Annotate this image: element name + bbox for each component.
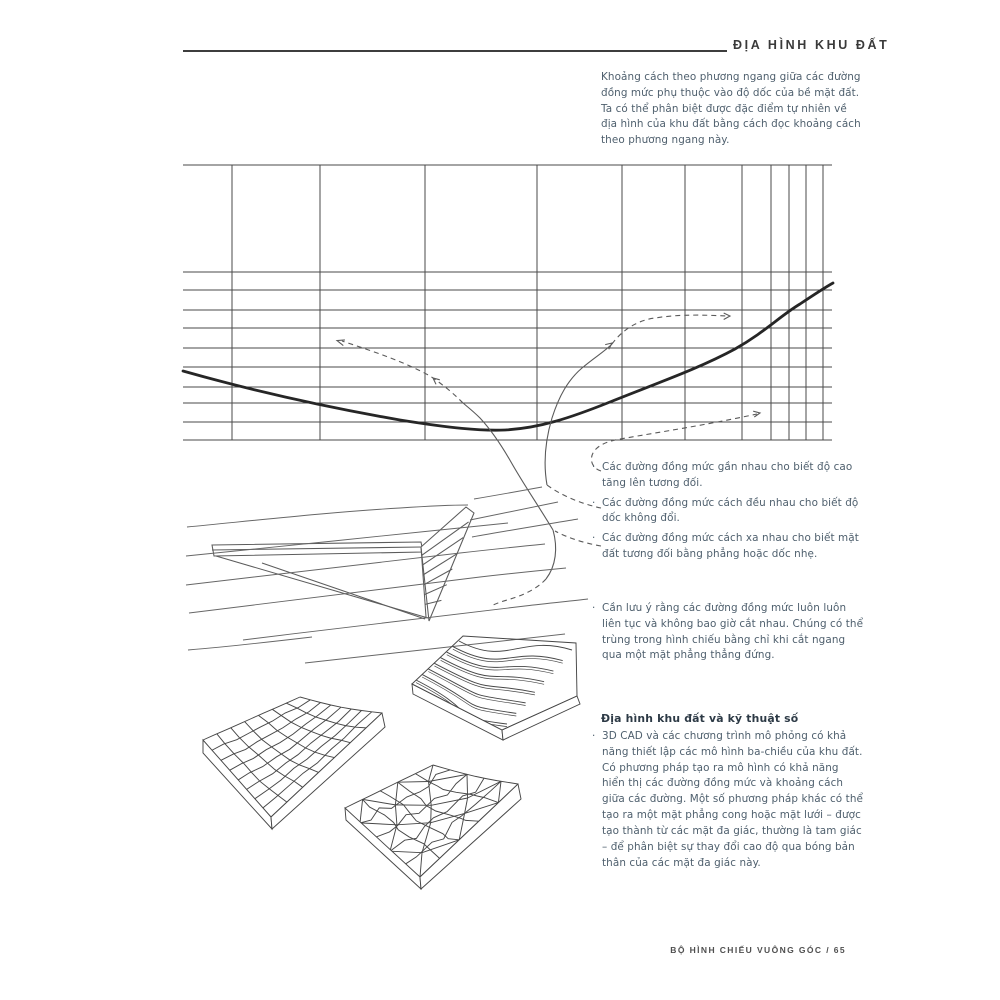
list-item xyxy=(592,601,864,664)
continuity-note xyxy=(592,601,864,668)
leader-flat-contours-tip xyxy=(342,341,463,403)
intro-paragraph: Khoảng cách theo phương ngang giữa các đường đồng mức phụ thuộc vào độ dốc của bề mặt đất. Ta có thể phân biệt được đặc điểm tự nhiên về địa hình của khu đất bằng cách đọc khoảng cách theo phương ngang này. xyxy=(601,71,861,147)
list-item xyxy=(592,496,864,528)
note-continuity: Cần lưu ý rằng các đường đồng mức luôn luôn liên tục và không bao giờ cắt nhau. Chúng có thể trùng trong hình chiếu bằng chỉ khi cắt ngang qua một mặt phẳng thẳng đứng. xyxy=(602,602,864,662)
leader-sketch-tail-solid xyxy=(546,530,556,579)
note-even-contours: Các đường đồng mức cách đều nhau cho biết độ dốc không đổi. xyxy=(602,496,859,525)
contour-grid-diagram xyxy=(183,165,832,440)
leader-sketch-tail-dash xyxy=(491,579,546,606)
list-item xyxy=(592,729,864,871)
model-tin-side xyxy=(345,808,421,889)
note-3d-cad: 3D CAD và các chương trình mô phỏng có khả năng thiết lập các mô hình ba-chiều của khu đất. Có phương pháp tạo ra mô hình có khả năng hiển thị các đường đồng mức và khoảng cách giữa các đường. Một số phương pháp khác có thể tạo ra một mặt phẳng cong hoặc mặt lưới – được tạo thành từ các mặt đa giác, thường là tam giác – để phân biệt sự thay đổi cao độ qua bóng bản thân của các mặt đa giác này. xyxy=(602,730,863,869)
section-heading: Địa hình khu đất và kỹ thuật số xyxy=(601,712,799,725)
list-item xyxy=(592,460,864,492)
arrowhead xyxy=(337,340,345,346)
digital-terrain-models xyxy=(203,636,580,889)
page-footer: BỘ HÌNH CHIẾU VUÔNG GÓC / 65 xyxy=(670,945,846,955)
page-title: ĐỊA HÌNH KHU ĐẤT xyxy=(733,38,890,52)
section-plane-sketch xyxy=(186,487,588,663)
list-item xyxy=(592,531,864,563)
model-stepped-side xyxy=(502,696,580,740)
note-flat-contours: Các đường đồng mức cách xa nhau cho biết mặt đất tương đối bằng phẳng hoặc dốc nhẹ. xyxy=(602,532,859,561)
bullet-marker: · xyxy=(592,532,596,545)
leader-even-contours-tip xyxy=(612,315,727,344)
arrowhead xyxy=(433,378,440,384)
model-tin-side xyxy=(420,784,521,889)
bullet-marker: · xyxy=(592,730,596,742)
terrain-profile-curve xyxy=(183,283,833,430)
contour-notes-list xyxy=(592,460,864,567)
digital-section-list xyxy=(592,729,864,875)
wedge-diagonal xyxy=(262,563,425,619)
bullet-marker: · xyxy=(592,496,596,509)
bullet-marker: · xyxy=(592,602,596,614)
bullet-marker: · xyxy=(592,461,596,473)
freehand-contours xyxy=(186,487,588,663)
note-close-contours: Các đường đồng mức gần nhau cho biết độ cao tăng lên tương đối. xyxy=(602,461,853,489)
